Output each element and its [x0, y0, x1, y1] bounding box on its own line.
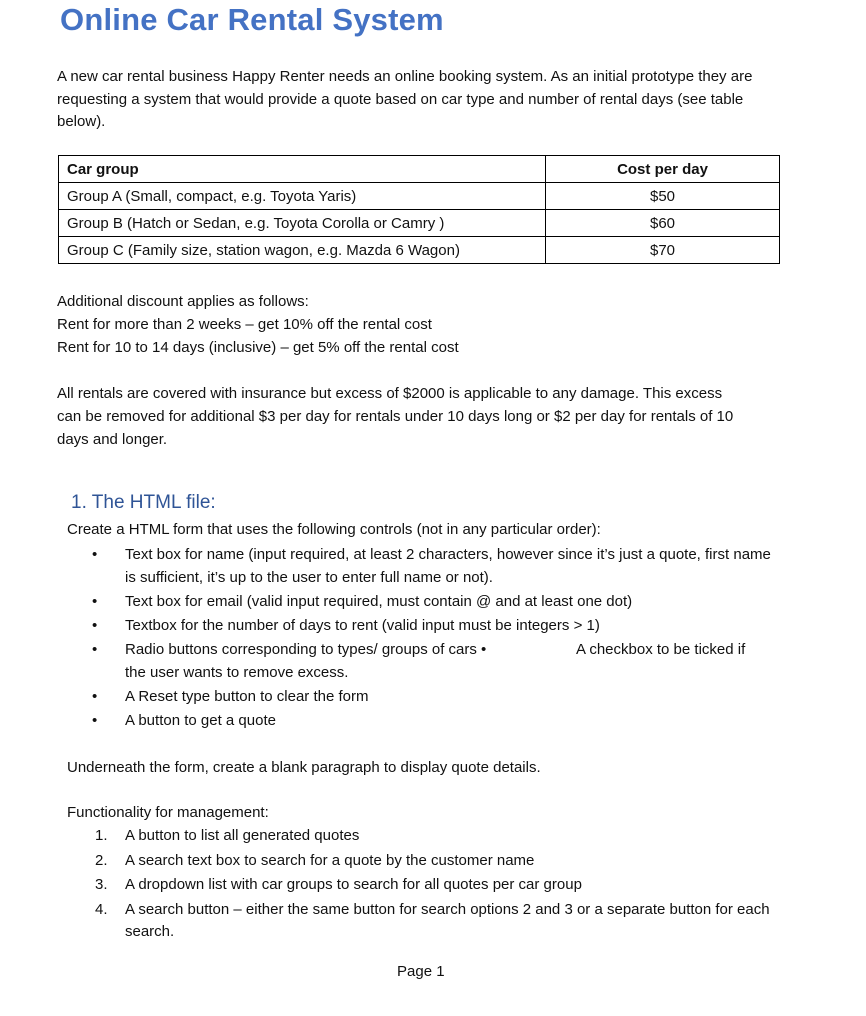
management-title: Functionality for management: [67, 804, 269, 821]
intro-paragraph: A new car rental business Happy Renter needs an online booking system. As an initial prototype they are requesting a system that would provide a quote based on car type and number of rental days (see table below). [57, 68, 753, 130]
discount-line: Rent for more than 2 weeks – get 10% off the rental cost [57, 316, 432, 333]
list-item [92, 590, 772, 613]
list-item-text: Radio buttons corresponding to types/ groups of cars • [125, 641, 487, 658]
list-item [95, 825, 775, 848]
bullet-icon: • [92, 593, 98, 610]
bullet-icon: • [92, 641, 98, 658]
car-group-cell: Group A (Small, compact, e.g. Toyota Yaris) [59, 183, 546, 210]
car-group-cell: Group B (Hatch or Sedan, e.g. Toyota Corolla or Camry ) [59, 210, 546, 237]
underneath-paragraph: Underneath the form, create a blank paragraph to display quote details. [67, 759, 541, 776]
car-group-cell: Group C (Family size, station wagon, e.g. Mazda 6 Wagon) [59, 237, 546, 264]
table-header-row [59, 156, 780, 183]
list-item-text: A search button – either the same button for search options 2 and 3 or a separate button for each search. [125, 900, 770, 940]
checkbox-item-text: A checkbox to be ticked if [576, 641, 746, 658]
table-row [59, 237, 780, 264]
bullet-icon: • [92, 688, 98, 705]
list-item-text: A search text box to search for a quote by the customer name [125, 851, 535, 869]
list-item-text: Textbox for the number of days to rent (valid input must be integers > 1) [125, 617, 600, 634]
controls-bullet-list [92, 543, 772, 733]
page-number: Page 1 [397, 963, 445, 980]
cost-cell: $50 [546, 183, 780, 210]
list-item-text: A Reset type button to clear the form [125, 688, 369, 705]
list-item [92, 709, 772, 732]
list-item-text: Text box for name (input required, at least 2 characters, however since it’s just a quote, first name is sufficient, it’s up to the user to enter full name or not). [125, 546, 771, 586]
cost-cell: $70 [546, 237, 780, 264]
discount-intro: Additional discount applies as follows: [57, 293, 309, 310]
list-item [92, 685, 772, 708]
list-item [92, 638, 772, 684]
list-item [92, 614, 772, 637]
list-item-text: A dropdown list with car groups to search for all quotes per car group [125, 876, 582, 893]
checkbox-item-continuation: the user wants to remove excess. [125, 664, 349, 681]
list-number: 2. [95, 851, 108, 869]
list-number: 3. [95, 876, 108, 893]
list-item-text: A button to list all generated quotes [125, 827, 360, 844]
header-cost-per-day: Cost per day [546, 156, 780, 183]
bullet-icon: • [92, 617, 98, 634]
list-item-text: A button to get a quote [125, 712, 276, 729]
discount-line: Rent for 10 to 14 days (inclusive) – get 5% off the rental cost [57, 339, 459, 356]
section-heading: 1. The HTML file: [71, 492, 216, 513]
document-title: Online Car Rental System [60, 2, 444, 37]
bullet-icon: • [92, 712, 98, 729]
list-number: 1. [95, 827, 108, 844]
discount-block [57, 290, 459, 359]
table-row [59, 183, 780, 210]
management-numbered-list [95, 825, 775, 946]
list-item [95, 850, 775, 873]
bullet-icon: • [92, 546, 98, 563]
table-row [59, 210, 780, 237]
header-car-group: Car group [59, 156, 546, 183]
list-number: 4. [95, 900, 108, 918]
insurance-paragraph: All rentals are covered with insurance but excess of $2000 is applicable to any damage. This excess can be removed for additional $3 per day for rentals under 10 days long or $2 per day for rentals of 10 days and longer. [57, 385, 734, 448]
list-item [95, 899, 775, 944]
list-item [95, 874, 775, 897]
list-item-text: Text box for email (valid input required, must contain @ and at least one dot) [125, 593, 633, 610]
car-rates-table [58, 155, 780, 264]
cost-cell: $60 [546, 210, 780, 237]
form-instructions: Create a HTML form that uses the following controls (not in any particular order): [67, 521, 601, 538]
list-item [92, 543, 772, 589]
